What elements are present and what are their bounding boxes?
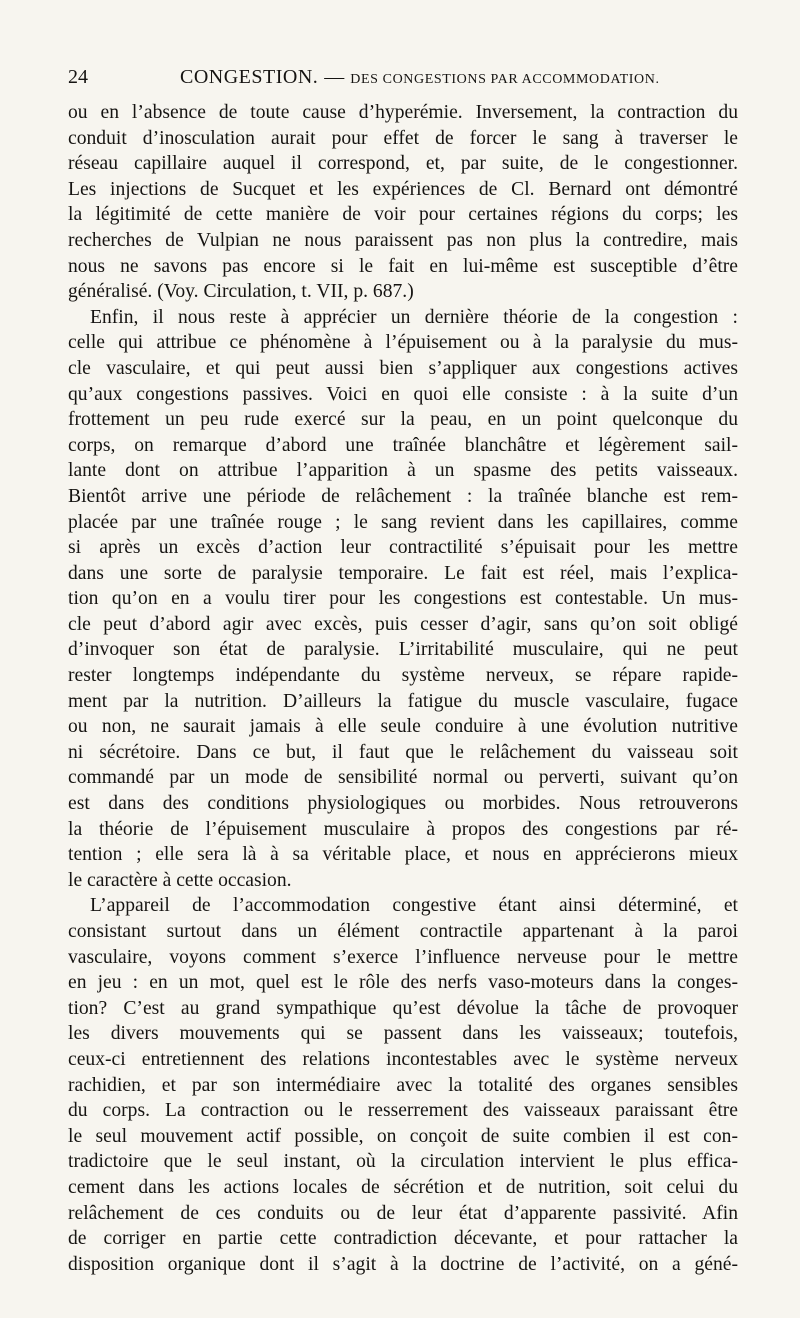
text-line: corps, on remarque d’abord une traînée blanchâtre et légèrement sail- xyxy=(68,434,738,456)
text-line: commandé par un mode de sensibilité normal ou perverti, suivant qu’on xyxy=(68,767,738,789)
text-line: généralisé. (Voy. Circulation, t. VII, p. 687.) xyxy=(68,281,414,303)
page-header xyxy=(68,62,738,92)
text-line: réseau capillaire auquel il correspond, et, par suite, de le congestionner. xyxy=(68,153,738,175)
text-line: conduit d’inosculation aurait pour effet de forcer le sang à traverser le xyxy=(68,127,738,149)
text-line: rester longtemps indépendante du système nerveux, se répare rapide- xyxy=(68,665,738,687)
text-line: recherches de Vulpian ne nous paraissent pas non plus la contredire, mais xyxy=(68,229,738,251)
text-line: consistant surtout dans un élément contractile appartenant à la paroi xyxy=(68,921,738,942)
text-line: ment par la nutrition. D’ailleurs la fatigue du muscle vasculaire, fugace xyxy=(68,690,738,712)
text-line: tion qu’on en a voulu tirer pour les congestions est contestable. Un mus- xyxy=(68,588,738,610)
text-line: frottement un peu rude exercé sur la peau, en un point quelconque du xyxy=(68,409,738,431)
text-line: rachidien, et par son intermédiaire avec la totalité des organes sensibles xyxy=(68,1074,738,1096)
text-line: la légitimité de cette manière de voir pour certaines régions du corps; les xyxy=(68,204,738,226)
text-line: vasculaire, voyons comment s’exerce l’influence nerveuse pour le mettre xyxy=(68,946,738,968)
text-line: Bientôt arrive une période de relâchement : la traînée blanche est rem- xyxy=(68,485,738,507)
text-line: relâchement de ces conduits ou de leur état d’apparente passivité. Afin xyxy=(68,1202,738,1224)
text-line: tention ; elle sera là à sa véritable place, et nous en apprécierons mieux xyxy=(68,844,738,866)
text-line: cle peut d’abord agir avec excès, puis cesser d’agir, sans qu’on soit obligé xyxy=(68,613,738,635)
text-line: tion? C’est au grand sympathique qu’est dévolue la tâche de provoquer xyxy=(68,997,738,1019)
text-line: cle vasculaire, et qui peut aussi bien s’appliquer aux congestions actives xyxy=(68,357,738,379)
text-line: qu’aux congestions passives. Voici en quoi elle consiste : à la suite d’un xyxy=(68,383,738,405)
text-line: de corriger en partie cette contradiction décevante, et pour rattacher la xyxy=(68,1228,738,1250)
text-line: est dans des conditions physiologiques ou morbides. Nous retrouverons xyxy=(68,793,738,815)
page-number: 24 xyxy=(68,66,88,88)
running-head xyxy=(180,62,660,95)
text-line: Enfin, il nous reste à apprécier un dernière théorie de la congestion : xyxy=(90,306,738,328)
text-line: lante dont on attribue l’apparition à un spasme des petits vaisseaux. xyxy=(68,460,738,482)
text-line: les divers mouvements qui se passent dans les vaisseaux; toutefois, xyxy=(68,1023,738,1045)
text-line: L’appareil de l’accommodation congestive étant ainsi déterminé, et xyxy=(90,895,738,917)
section-title: DES CONGESTIONS PAR ACCOMMODATION. xyxy=(350,72,660,87)
text-line: placée par une traînée rouge ; le sang revient dans les capillaires, comme xyxy=(68,511,738,533)
header-dash: — xyxy=(324,66,345,88)
body-text xyxy=(68,100,738,1277)
text-line: tradictoire que le seul instant, où la circulation intervient le plus effica- xyxy=(68,1151,738,1173)
text-line: en jeu : en un mot, quel est le rôle des nerfs vaso-moteurs dans la conges- xyxy=(68,972,738,994)
text-line: disposition organique dont il s’agit à la doctrine de l’activité, on a géné- xyxy=(68,1253,738,1275)
text-line: le caractère à cette occasion. xyxy=(68,869,292,891)
text-line: Les injections de Sucquet et les expériences de Cl. Bernard ont démontré xyxy=(68,178,738,200)
running-title: CONGESTION. xyxy=(180,66,319,88)
text-line: celle qui attribue ce phénomène à l’épuisement ou à la paralysie du mus- xyxy=(68,332,738,354)
text-line: ou non, ne saurait jamais à elle seule conduire à une évolution nutritive xyxy=(68,716,738,738)
text-line: le seul mouvement actif possible, on conçoit de suite combien il est con- xyxy=(68,1125,738,1147)
text-line: ni sécrétoire. Dans ce but, il faut que le relâchement du vaisseau soit xyxy=(68,741,738,763)
text-line: si après un excès d’action leur contractilité s’épuisait pour les mettre xyxy=(68,537,738,559)
text-line: cement dans les actions locales de sécrétion et de nutrition, soit celui du xyxy=(68,1176,738,1198)
text-line: du corps. La contraction ou le resserrement des vaisseaux paraissant être xyxy=(68,1100,738,1122)
text-line: la théorie de l’épuisement musculaire à propos des congestions par ré- xyxy=(68,818,738,840)
text-line: nous ne savons pas encore si le fait en lui-même est susceptible d’être xyxy=(68,255,738,277)
text-line: d’invoquer son état de paralysie. L’irritabilité musculaire, qui ne peut xyxy=(68,639,738,661)
text-line: ou en l’absence de toute cause d’hyperémie. Inversement, la contraction du xyxy=(68,102,738,123)
text-line: dans une sorte de paralysie temporaire. Le fait est réel, mais l’explica- xyxy=(68,562,738,584)
text-line: ceux-ci entretiennent des relations incontestables avec le système nerveux xyxy=(68,1048,738,1070)
